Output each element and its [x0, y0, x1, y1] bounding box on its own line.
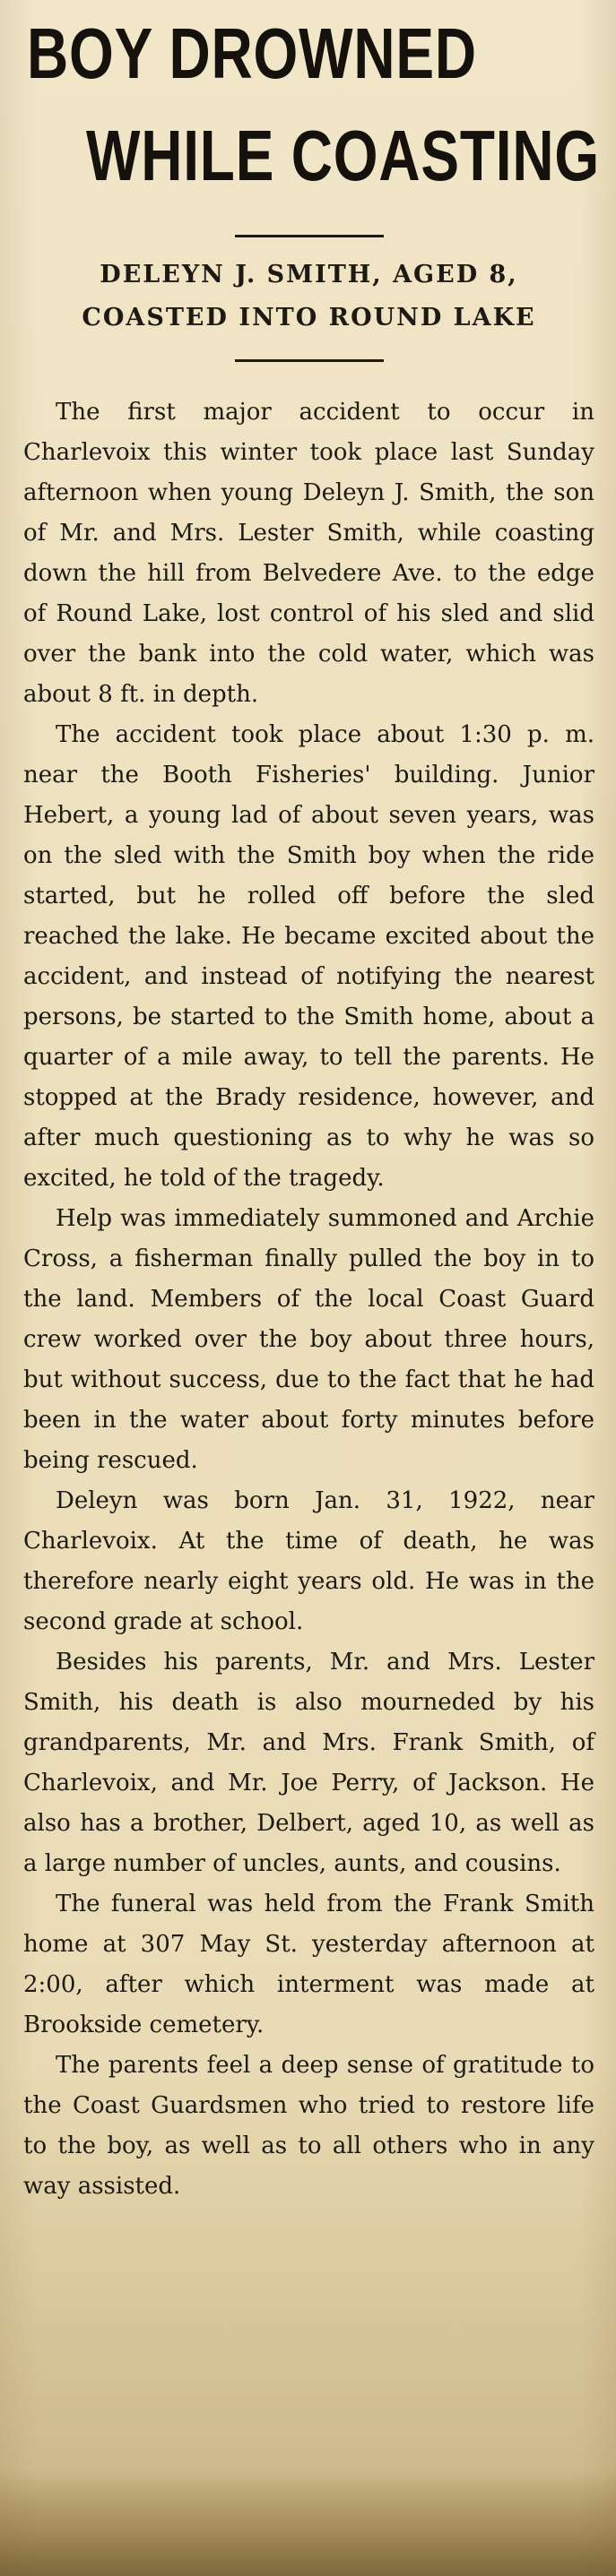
article-paragraph-2: The accident took place about 1:30 p. m. near the Booth Fisheries' building. Junior Hebert, a young lad of about seven years, was on the sled with the Smith boy when the ride started, but he rolled off before the sled reached the lake. He became excited about the accident, and instead of notifying the nearest persons, be started to the Smith home, about a quarter of a mile away, to tell the parents. He stopped at the Brady residence, however, and after much questioning as to why he was so excited, he told of the tragedy. [23, 721, 594, 1192]
subheadline-line-1: DELEYN J. SMITH, AGED 8, [100, 261, 518, 289]
subheadline-line-2: COASTED INTO ROUND LAKE [82, 304, 536, 332]
article-paragraph-5: Besides his parents, Mr. and Mrs. Lester Smith, his death is also mourneded by his grandparents, Mr. and Mrs. Frank Smith, of Charlevoix, and Mr. Joe Perry, of Jackson. He also has a brother, Delbert, aged 10, as well as a large number of uncles, aunts, and cousins. [23, 1649, 594, 1877]
bottom-divider-rule [235, 359, 384, 362]
subheadline [23, 254, 594, 340]
headline-line-2: WHILE COASTING [86, 116, 600, 195]
paper-stain-overlay [0, 2468, 616, 2576]
article-paragraph-4: Deleyn was born Jan. 31, 1922, near Charlevoix. At the time of death, he was therefore nearly eight years old. He was in the second grade at school. [23, 1487, 594, 1635]
top-divider-rule [235, 235, 384, 237]
article-paragraph-6: The funeral was held from the Frank Smith home at 307 May St. yesterday afternoon at 2:00, after which interment was made at Brookside cemetery. [23, 1891, 594, 2038]
article-paragraph-3: Help was immediately summoned and Archie Cross, a fisherman finally pulled the boy in to the land. Members of the local Coast Guard crew worked over the boy about three hours, but without success, due to the fact that he had been in the water about forty minutes before being rescued. [23, 1205, 594, 1474]
article-paragraph-1: The first major accident to occur in Charlevoix this winter took place last Sunday afternoon when young Deleyn J. Smith, the son of Mr. and Mrs. Lester Smith, while coasting down the hill from Belvedere Ave. to the edge of Round Lake, lost control of his sled and slid over the bank into the cold water, which was about 8 ft. in depth. [23, 399, 594, 708]
article-paragraph-7: The parents feel a deep sense of gratitude to the Coast Guardsmen who tried to restore life to the boy, as well as to all others who in any way assisted. [23, 2052, 594, 2200]
headline-line-1: BOY DROWNED [27, 13, 477, 93]
article-body [23, 392, 594, 2207]
